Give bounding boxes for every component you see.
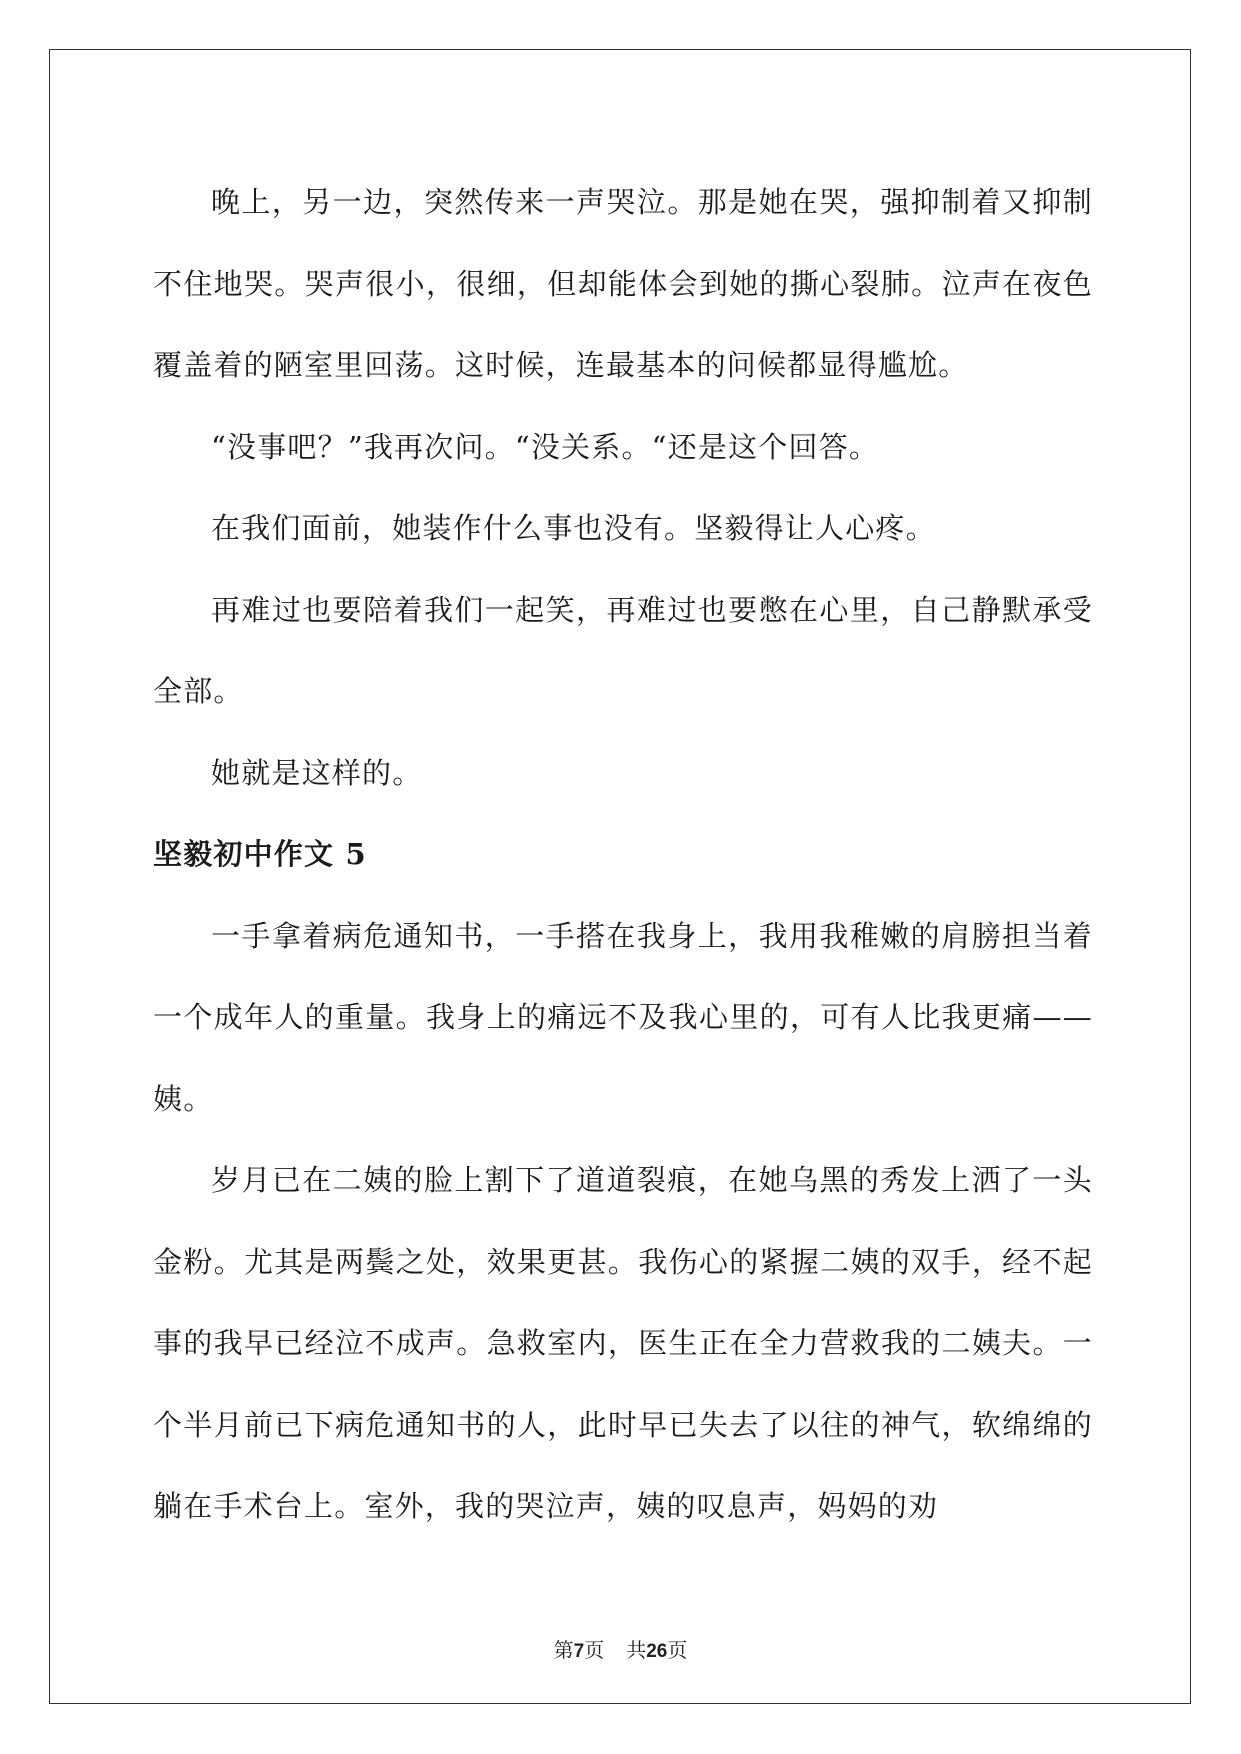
page-prefix: 第 [553,1638,574,1662]
paragraph: 岁月已在二姨的脸上割下了道道裂痕，在她乌黑的秀发上洒了一头金粉。尤其是两鬓之处，效果更甚。我伤心的紧握二姨的双手，经不起事的我早已经泣不成声。急救室内，医生正在全力营救我的二姨夫。一个半月前已下病危通知书的人，此时早已失去了以往的神气，软绵绵的躺在手术台上。室外，我的哭泣声，姨的叹息声，妈妈的劝 [153,1163,1093,1523]
page-footer [0,1634,1241,1663]
total-suffix: 页 [667,1638,688,1662]
section-heading: 坚毅初中作文 5 [153,837,367,871]
paragraph: 晚上，另一边，突然传来一声哭泣。那是她在哭，强抑制着又抑制不住地哭。哭声很小，很细，但却能体会到她的撕心裂肺。泣声在夜色覆盖着的陋室里回荡。这时候，连最基本的问候都显得尴尬。 [153,185,1093,382]
document-body [153,162,1093,1548]
paragraph: 在我们面前，她装作什么事也没有。坚毅得让人心疼。 [211,511,936,545]
page-number: 7 [573,1641,585,1662]
paragraph: 她就是这样的。 [211,755,423,790]
total-pages: 26 [646,1641,668,1662]
page-suffix: 页 [584,1638,605,1662]
total-prefix: 共 [626,1638,647,1662]
paragraph: 一手拿着病危通知书，一手搭在我身上，我用我稚嫩的肩膀担当着一个成年人的重量。我身上的痛远不及我心里的，可有人比我更痛——姨。 [153,918,1093,1116]
paragraph: 再难过也要陪着我们一起笑，再难过也要憋在心里，自己静默承受全部。 [153,592,1093,708]
paragraph: “没事吧？”我再次问。“没关系。“还是这个回答。 [211,429,880,464]
